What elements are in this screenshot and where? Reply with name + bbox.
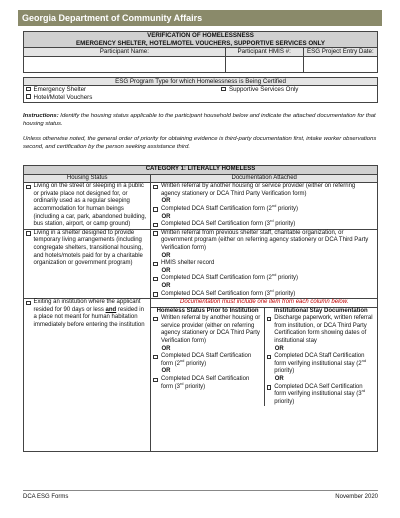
doc-self-cert: Completed DCA Self Certification form (3rd priority) (160, 376, 250, 390)
checkbox[interactable] (26, 185, 31, 190)
program-type-label: ESG Program Type for which Homelessness is Being Certified (24, 77, 378, 86)
checkbox[interactable] (26, 231, 31, 236)
documentation-note: Documentation must include one item from each column below. (151, 299, 377, 308)
checkbox[interactable] (26, 94, 31, 99)
form-title-line2: EMERGENCY SHELTER, HOTEL/MOTEL VOUCHERS, SUPPORTIVE SERVICES ONLY (76, 39, 325, 47)
checkbox[interactable] (267, 317, 272, 322)
participant-name-label: Participant Name: (24, 48, 226, 57)
checkbox[interactable] (153, 317, 158, 322)
doc-staff-cert: Completed DCA Staff Certification form (2nd priority) (160, 353, 252, 367)
checkbox[interactable] (267, 385, 272, 390)
institution-status: Exiting an institution where the applicant resided for 90 days or less and resided in a place not meant for human habitation immediately before entering the institution (33, 299, 145, 328)
checkbox[interactable] (153, 355, 158, 360)
participant-name-field[interactable] (24, 56, 226, 72)
prior-status-column: Homeless Status Prior to Institution Written referral by another housing or service provider (either on referring agency stationery or DCA Third Party Verification form) OR Completed DCA Staff Certification form (2nd priority) OR Completed DCA Self Certification form (3rd priority) (151, 308, 264, 407)
esg-entry-date-label: ESG Project Entry Date: (303, 48, 377, 57)
option-hotel-motel[interactable]: Hotel/Motel Vouchers (26, 94, 375, 102)
verification-header-table (23, 31, 378, 103)
doc-self-cert: Completed DCA Self Certification form (3rd priority) (160, 218, 296, 228)
participant-hmis-field[interactable] (225, 56, 303, 72)
institutional-stay-column: Institutional Stay Documentation Discharge paperwork, written referral from institution, or DCA Third Party Certification form showing dates of institutional stay OR Completed DCA Staff Certification form verifying institutional stay (2nd priority) OR Completed DCA Self Certification form verifying institutional stay (3rd priority) (265, 308, 377, 407)
org-banner: Georgia Department of Community Affairs (18, 10, 382, 26)
option-emergency-shelter[interactable]: Emergency Shelter (26, 86, 221, 94)
checkbox[interactable] (153, 262, 158, 267)
row-street: Living on the street or sleeping in a public or private place not designed for, or ordinarily used as a regular sleeping accommodation for human beings (including a car, park, abandoned building, bus station, airport, or camp ground) Written referral by another housing or service provider (either on referring agency stationery or DCA Third Party Verification form) OR Completed DCA Staff Certification form (2nd priority) OR Completed DCA Self Certification form (3rd priority) (24, 183, 378, 230)
checkbox[interactable] (26, 301, 31, 306)
program-type-options (24, 86, 378, 102)
doc-staff-cert: Completed DCA Staff Certification form (2nd priority) (160, 202, 298, 212)
checkbox[interactable] (267, 355, 272, 360)
col-documentation: Documentation Attached (151, 174, 378, 183)
form-title (24, 32, 378, 48)
doc-self-cert-stay: Completed DCA Self Certification form verifying institutional stay (3rd priority) (274, 383, 366, 405)
checkbox[interactable] (26, 87, 31, 92)
checkbox[interactable] (153, 231, 158, 236)
row-institution (24, 299, 378, 452)
participant-hmis-label: Participant HMIS #: (225, 48, 303, 57)
priority-note: Unless otherwise noted, the general order of priority for obtaining evidence is third-party documentation first, intake worker observations second, and certification by the person seeking assistance third. (23, 136, 377, 150)
col-housing-status: Housing Status (24, 174, 151, 183)
row-shelter: Living in a shelter designed to provide temporary living arrangements (including congregate shelters, transitional housing, and hotels/motels paid for by a charitable organization or government program) Written referral from previous shelter staff, charitable organization, or government program (either on referring agency stationery or DCA Third Party Verification form) OR HMIS shelter record OR Completed DCA Staff Certification form (2nd priority) OR Completed DCA Self Certification form (3rd priority) (24, 229, 378, 298)
option-supportive-services[interactable]: Supportive Services Only (221, 86, 298, 94)
checkbox[interactable] (153, 185, 158, 190)
checkbox[interactable] (153, 292, 158, 297)
footer-date: November 2020 (335, 494, 378, 500)
checkbox[interactable] (153, 207, 158, 212)
page-footer (23, 490, 378, 503)
footer-form-name: DCA ESG Forms (23, 494, 69, 500)
form-title-line1: VERIFICATION OF HOMELESSNESS (147, 32, 254, 39)
checkbox[interactable] (221, 87, 226, 92)
category-1-table (23, 165, 378, 452)
esg-entry-date-field[interactable] (303, 56, 377, 72)
checkbox[interactable] (153, 378, 158, 383)
doc-self-cert: Completed DCA Self Certification form (3rd priority) (160, 287, 296, 297)
checkbox[interactable] (153, 223, 158, 228)
instructions: Instructions: Identify the housing status applicable to the participant household below and indicate the attached documentation for that housing status. (23, 113, 376, 127)
category-title: CATEGORY 1: LITERALLY HOMELESS (24, 166, 378, 175)
doc-staff-cert-stay: Completed DCA Staff Certification form verifying institutional stay (2nd priority) (274, 353, 367, 375)
doc-staff-cert: Completed DCA Staff Certification form (2nd priority) (160, 272, 298, 282)
checkbox[interactable] (153, 277, 158, 282)
